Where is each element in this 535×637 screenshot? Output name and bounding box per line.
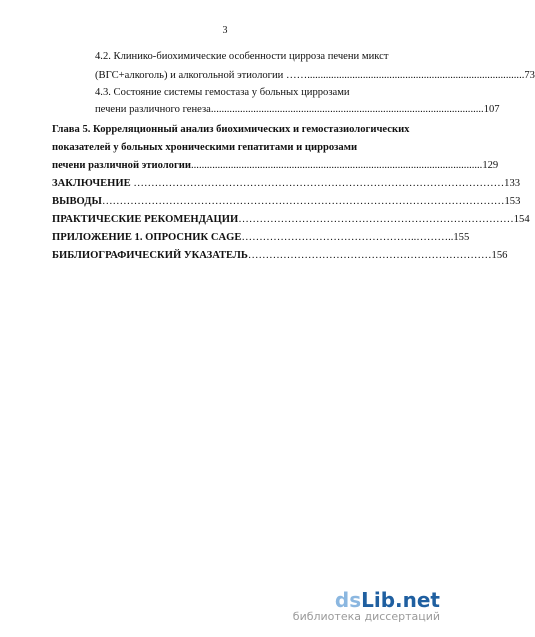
toc-entry-4-2-line1: 4.2. Клинико-биохимические особенности цирроза печени микст bbox=[95, 51, 389, 62]
page-number: 3 bbox=[222, 25, 228, 36]
toc-chapter-5-line1: Глава 5. Корреляционный анализ биохимических и гемостазиологических bbox=[52, 124, 410, 135]
toc-page-number: 156 bbox=[491, 250, 508, 261]
toc-page-number: 153 bbox=[504, 196, 521, 207]
dslib-logo: dsLib.net bbox=[334, 588, 440, 612]
toc-conclusion-label: ЗАКЛЮЧЕНИЕ bbox=[52, 178, 131, 189]
toc-leader: …………………………………………………………………… bbox=[238, 214, 514, 225]
toc-bibliography-label: БИБЛИОГРАФИЧЕСКИЙ УКАЗАТЕЛЬ bbox=[52, 250, 248, 261]
toc-page-number: 154 bbox=[513, 214, 530, 225]
toc-chapter-5[interactable] bbox=[52, 160, 499, 172]
toc-page-number: 155 bbox=[453, 232, 470, 243]
toc-leader: ....................................................................................................... bbox=[210, 104, 484, 115]
toc-leader: …………………………………………………………………………………………… bbox=[130, 178, 505, 189]
toc-entry-4-3[interactable] bbox=[95, 104, 500, 116]
toc-entry-4-3-line1: 4.3. Состояние системы гемостаза у больных циррозами bbox=[95, 87, 350, 98]
toc-leader: …………………………………………………………… bbox=[247, 250, 492, 261]
toc-conclusion[interactable] bbox=[52, 178, 521, 190]
toc-page-number: 73 bbox=[524, 70, 535, 81]
dslib-watermark bbox=[293, 590, 440, 623]
toc-recommendations[interactable] bbox=[52, 214, 530, 226]
toc-chapter-5-line3: печени различной этиологии bbox=[52, 160, 191, 171]
toc-page-number: 129 bbox=[482, 160, 499, 171]
toc-bibliography[interactable] bbox=[52, 250, 508, 262]
toc-page-number: 107 bbox=[483, 104, 500, 115]
toc-page-number: 133 bbox=[504, 178, 521, 189]
toc-entry-4-3-line2: печени различного генеза bbox=[95, 104, 211, 115]
toc-appendix[interactable] bbox=[52, 232, 470, 244]
toc-entry-4-2-line2: (ВГС+алкоголь) и алкогольной этиологии bbox=[95, 70, 284, 81]
toc-appendix-label: ПРИЛОЖЕНИЕ 1. ОПРОСНИК CAGE bbox=[52, 232, 242, 243]
toc-leader: …………………………………………..……….. bbox=[241, 232, 454, 243]
toc-leader: …………………………………………………………………………………………………… bbox=[101, 196, 505, 207]
toc-leader: …….................................................................................. bbox=[283, 70, 525, 81]
toc-recommendations-label: ПРАКТИЧЕСКИЕ РЕКОМЕНДАЦИИ bbox=[52, 214, 239, 225]
toc-findings-label: ВЫВОДЫ bbox=[52, 196, 102, 207]
toc-leader: .............................................................................................................. bbox=[191, 160, 483, 171]
dslib-subtitle: библиотека диссертаций bbox=[292, 610, 440, 623]
toc-entry-4-2[interactable] bbox=[95, 70, 535, 82]
toc-chapter-5-line2: показателей у больных хроническими гепатитами и циррозами bbox=[52, 142, 358, 153]
toc-findings[interactable] bbox=[52, 196, 521, 208]
